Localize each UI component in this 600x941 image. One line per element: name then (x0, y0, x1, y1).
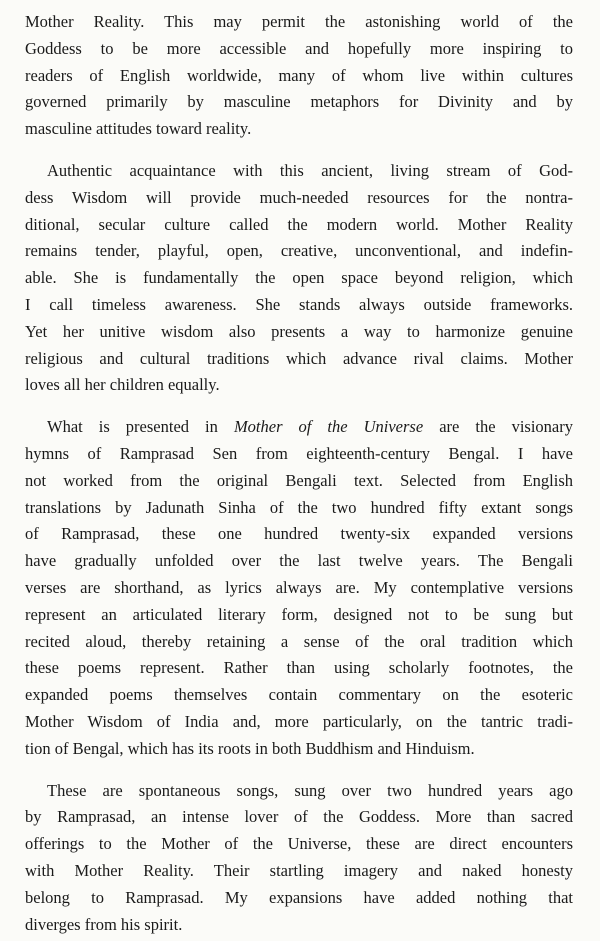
text-line (25, 804, 573, 831)
text-line (25, 319, 573, 346)
text-line (25, 63, 573, 90)
text-run: Mother Wisdom of India and, more particularly, on the tantric tradi- (25, 711, 573, 731)
text-run: hymns of Ramprasad Sen from eighteenth-century Bengal. I have (25, 443, 573, 463)
text-run: diverges from his spirit. (25, 914, 183, 934)
text-line (25, 9, 573, 36)
text-run: not worked from the original Bengali text. Selected from English (25, 470, 573, 490)
text-line (25, 682, 573, 709)
text-run: masculine attitudes toward reality. (25, 119, 252, 139)
text-run: expanded poems themselves contain commentary on the esoteric (25, 685, 573, 705)
text-run: tion of Bengal, which has its roots in both Buddhism and Hinduism. (25, 738, 475, 758)
text-run: readers of English worldwide, many of whom live within cultures (25, 65, 573, 85)
paragraph (25, 158, 573, 399)
text-line (25, 372, 573, 399)
text-line (25, 629, 573, 656)
text-line (25, 912, 573, 939)
text-run: remains tender, playful, open, creative, unconventional, and indefin- (25, 241, 573, 261)
paragraph (25, 9, 573, 143)
text-run: Authentic acquaintance with this ancient, living stream of God- (47, 160, 573, 180)
text-line (25, 158, 573, 185)
text-line (25, 265, 573, 292)
italic-book-title: Mother of the Universe (233, 417, 424, 437)
text-run: of Ramprasad, these one hundred twenty-six expanded versions (25, 524, 573, 544)
text-line (25, 736, 573, 763)
text-line (25, 548, 573, 575)
paragraph (25, 414, 573, 762)
text-run: able. She is fundamentally the open space beyond religion, which (25, 268, 573, 288)
text-run: Goddess to be more accessible and hopefully more inspiring to (25, 38, 573, 58)
text-run: ditional, secular culture called the modern world. Mother Reality (25, 214, 573, 234)
paragraph (25, 778, 573, 939)
text-run: These are spontaneous songs, sung over two hundred years ago (47, 780, 573, 800)
text-line (25, 575, 573, 602)
text-run: offerings to the Mother of the Universe, these are direct encounters (25, 834, 573, 854)
text-line (25, 238, 573, 265)
text-line (25, 414, 573, 441)
text-run: governed primarily by masculine metaphors for Divinity and by (25, 92, 573, 112)
text-run: by Ramprasad, an intense lover of the Goddess. More than sacred (25, 807, 573, 827)
text-line (25, 521, 573, 548)
text-line (25, 468, 573, 495)
text-run: have gradually unfolded over the last twelve years. The Bengali (25, 551, 573, 571)
text-line (25, 709, 573, 736)
text-run: with Mother Reality. Their startling imagery and naked honesty (25, 860, 573, 880)
text-line (25, 885, 573, 912)
text-line (25, 778, 573, 805)
text-line (25, 36, 573, 63)
text-run: these poems represent. Rather than using scholarly footnotes, the (25, 658, 573, 678)
text-run: religious and cultural traditions which advance rival claims. Mother (25, 348, 573, 368)
text-line (25, 346, 573, 373)
text-run: I call timeless awareness. She stands always outside frameworks. (25, 294, 573, 314)
text-line (25, 495, 573, 522)
text-run: recited aloud, thereby retaining a sense of the oral tradition which (25, 631, 573, 651)
text-run: What is presented in (47, 417, 234, 437)
text-line (25, 116, 573, 143)
text-run: Yet her unitive wisdom also presents a way to harmonize genuine (25, 321, 573, 341)
text-run: belong to Ramprasad. My expansions have added nothing that (25, 887, 573, 907)
text-line (25, 89, 573, 116)
text-line (25, 292, 573, 319)
text-line (25, 655, 573, 682)
text-run: loves all her children equally. (25, 375, 220, 395)
text-run: represent an articulated literary form, designed not to be sung but (25, 604, 573, 624)
text-line (25, 212, 573, 239)
text-line (25, 602, 573, 629)
text-run: translations by Jadunath Sinha of the two hundred fifty extant songs (25, 497, 573, 517)
text-line (25, 441, 573, 468)
text-run: Mother Reality. This may permit the astonishing world of the (25, 12, 573, 31)
text-run: dess Wisdom will provide much-needed resources for the nontra- (25, 187, 573, 207)
text-run: verses are shorthand, as lyrics always are. My contemplative versions (25, 577, 573, 597)
text-run: are the visionary (423, 417, 573, 437)
page-text-block (25, 9, 573, 938)
text-line (25, 858, 573, 885)
text-line (25, 185, 573, 212)
text-line (25, 831, 573, 858)
